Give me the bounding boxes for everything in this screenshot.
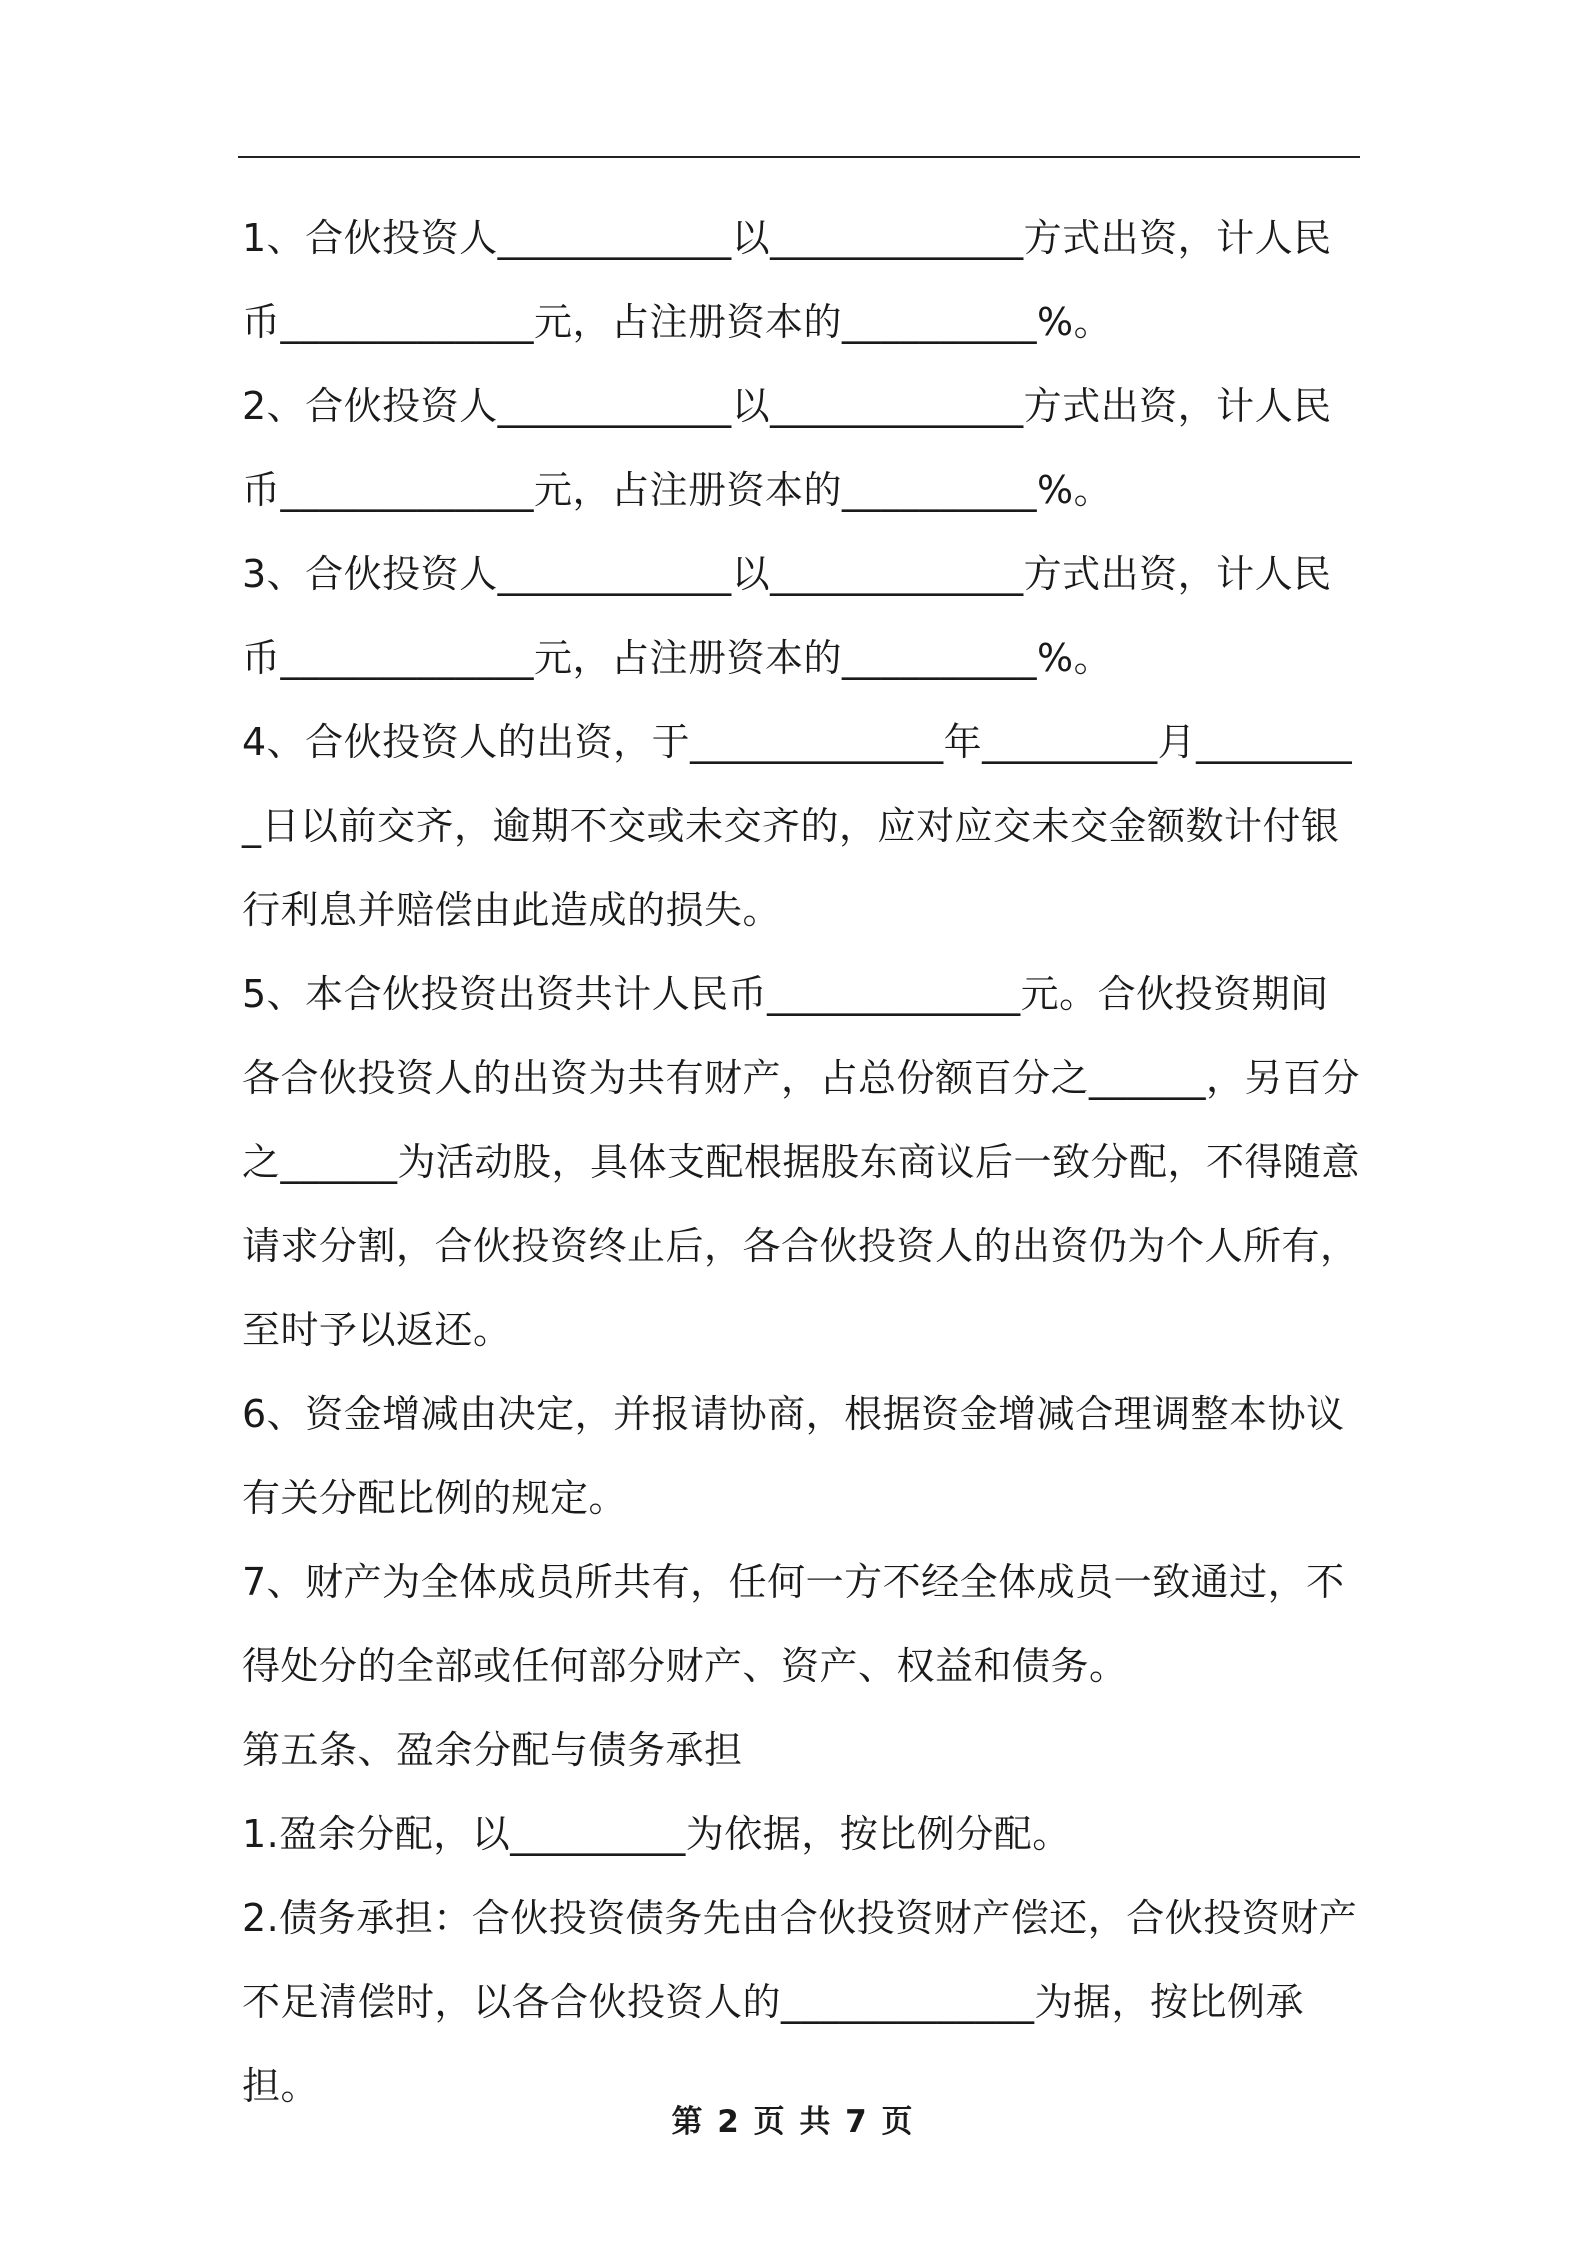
clause-profit-distribution: 1.盈余分配，以_________为依据，按比例分配。	[242, 1812, 1071, 1856]
clause-2: 2、合伙投资人____________以_____________方式出资，计人民币_____________元，占注册资本的__________%。	[242, 384, 1332, 512]
clause-debt-liability: 2.债务承担：合伙投资债务先由合伙投资财产偿还，合伙投资财产不足清偿时，以各合伙投资人的_____________为据，按比例承担。	[242, 1896, 1358, 2108]
document-body	[242, 196, 1360, 2128]
clause-6: 6、资金增减由决定，并报请协商，根据资金增减合理调整本协议有关分配比例的规定。	[242, 1392, 1345, 1520]
clause-3: 3、合伙投资人____________以_____________方式出资，计人民币_____________元，占注册资本的__________%。	[242, 552, 1332, 680]
clause-4: 4、合伙投资人的出资，于_____________年_________月_________日以前交齐，逾期不交或未交齐的，应对应交未交金额数计付银行利息并赔偿由此造成的损失。	[242, 720, 1353, 932]
header-rule	[238, 156, 1360, 158]
section-heading-article-5: 第五条、盈余分配与债务承担	[242, 1728, 743, 1772]
page-number: 第 2 页 共 7 页	[671, 2104, 915, 2140]
clause-7: 7、财产为全体成员所共有，任何一方不经全体成员一致通过，不得处分的全部或任何部分财产、资产、权益和债务。	[242, 1560, 1345, 1688]
clause-5: 5、本合伙投资出资共计人民币_____________元。合伙投资期间各合伙投资人的出资为共有财产，占总份额百分之______，另百分之______为活动股，具体支配根据股东商议后一致分配，不得随意请求分割，合伙投资终止后，各合伙投资人的出资仍为个人所有，至时予以返还。	[242, 972, 1361, 1352]
clause-1: 1、合伙投资人____________以_____________方式出资，计人民币_____________元，占注册资本的__________%。	[242, 216, 1332, 344]
